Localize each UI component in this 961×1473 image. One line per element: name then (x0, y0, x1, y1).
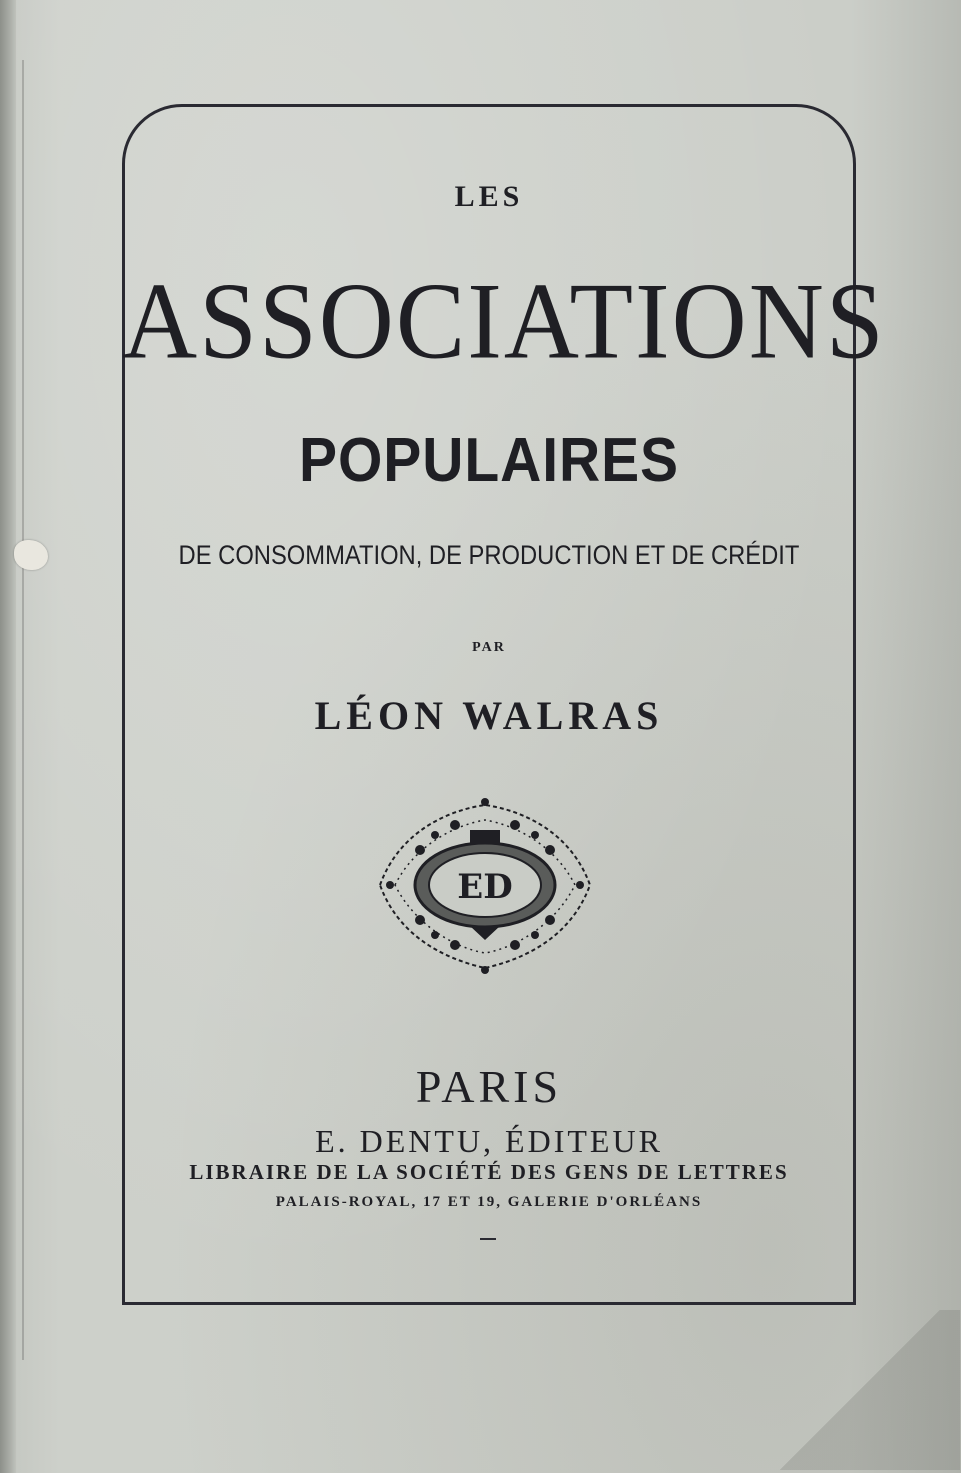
publisher-affiliation: LIBRAIRE DE LA SOCIÉTÉ DES GENS DE LETTRES (189, 1160, 789, 1184)
subtitle: POPULAIRES (298, 426, 680, 495)
publisher-address: PALAIS-ROYAL, 17 ET 19, GALERIE D'ORLÉANS (275, 1194, 703, 1210)
publisher-name: E. DENTU, ÉDITEUR (315, 1123, 663, 1159)
main-title: ASSOCIATIONS (122, 261, 886, 382)
paper-damage (14, 540, 48, 570)
closing-dash (480, 1238, 496, 1240)
emblem-monogram: ED (457, 867, 513, 907)
spine-crease (22, 60, 24, 1360)
corner-fold-shadow (760, 1310, 960, 1470)
title-description: DE CONSOMMATION, DE PRODUCTION ET DE CRÉDIT (178, 540, 800, 570)
author-name: LÉON WALRAS (314, 693, 664, 738)
publication-city: PARIS (415, 1061, 563, 1112)
by-label: PAR (472, 640, 506, 655)
title-prefix: LES (454, 180, 524, 213)
publisher-emblem-icon (360, 790, 610, 980)
book-spine-edge (0, 0, 16, 1473)
